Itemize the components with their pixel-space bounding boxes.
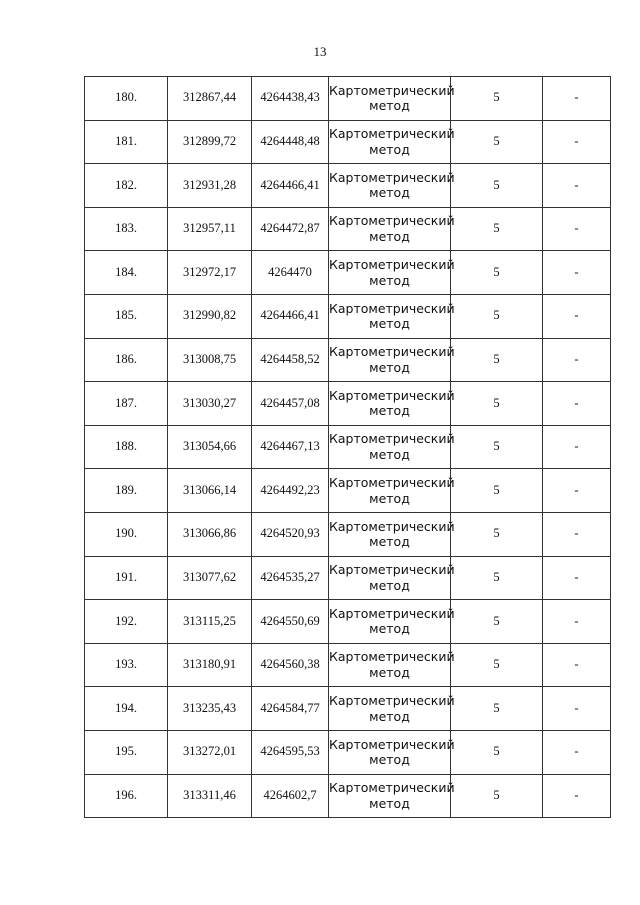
accuracy-cell: 5 (451, 469, 543, 513)
point-number-cell: 184. (85, 251, 168, 295)
point-number-cell: 193. (85, 643, 168, 687)
accuracy-cell: 5 (451, 207, 543, 251)
description-cell: - (543, 251, 611, 295)
method-label-line1: Картометрический (329, 300, 455, 316)
method-label-line1: Картометрический (329, 736, 455, 752)
method-label-line2: метод (369, 490, 410, 506)
table-row (85, 207, 611, 251)
method-cell (329, 382, 455, 426)
point-number-cell: 187. (85, 382, 168, 426)
accuracy-cell: 5 (451, 512, 543, 556)
accuracy-cell: 5 (451, 730, 543, 774)
y-coordinate-cell: 4264470 (252, 251, 329, 295)
point-number-cell: 180. (85, 77, 168, 121)
point-number-cell: 196. (85, 774, 168, 818)
point-number-cell: 190. (85, 512, 168, 556)
page-number: 13 (313, 44, 327, 59)
y-coordinate-cell: 4264560,38 (252, 643, 329, 687)
method-cell (329, 164, 455, 208)
description-cell: - (543, 556, 611, 600)
y-coordinate-cell: 4264535,27 (252, 556, 329, 600)
x-coordinate-cell: 312972,17 (168, 251, 252, 295)
method-label-line2: метод (369, 795, 410, 811)
method-label-line2: метод (369, 272, 410, 288)
method-label-line1: Картометрический (329, 780, 455, 796)
x-coordinate-cell: 313077,62 (168, 556, 252, 600)
table-row (85, 774, 611, 818)
y-coordinate-cell: 4264457,08 (252, 382, 329, 426)
y-coordinate-cell: 4264602,7 (252, 774, 329, 818)
x-coordinate-cell: 313066,14 (168, 469, 252, 513)
accuracy-cell: 5 (451, 774, 543, 818)
accuracy-cell: 5 (451, 687, 543, 731)
method-label-line2: метод (369, 534, 410, 550)
method-label-line2: метод (369, 403, 410, 419)
method-label-line1: Картометрический (329, 431, 455, 447)
method-cell (329, 425, 455, 469)
coordinates-table (84, 76, 611, 818)
y-coordinate-cell: 4264472,87 (252, 207, 329, 251)
method-cell (329, 687, 455, 731)
y-coordinate-cell: 4264595,53 (252, 730, 329, 774)
method-cell (329, 730, 455, 774)
method-cell (329, 338, 455, 382)
method-label-line2: метод (369, 316, 410, 332)
description-cell: - (543, 643, 611, 687)
accuracy-cell: 5 (451, 600, 543, 644)
table-row (85, 730, 611, 774)
method-label-line2: метод (369, 665, 410, 681)
method-label-line2: метод (369, 752, 410, 768)
accuracy-cell: 5 (451, 338, 543, 382)
table-row (85, 643, 611, 687)
table-row (85, 294, 611, 338)
method-label-line1: Картометрический (329, 649, 455, 665)
table-row (85, 120, 611, 164)
table-row (85, 251, 611, 295)
accuracy-cell: 5 (451, 77, 543, 121)
method-label-line1: Картометрический (329, 562, 455, 578)
description-cell: - (543, 730, 611, 774)
y-coordinate-cell: 4264520,93 (252, 512, 329, 556)
description-cell: - (543, 207, 611, 251)
method-cell (329, 600, 455, 644)
table-row (85, 556, 611, 600)
accuracy-cell: 5 (451, 294, 543, 338)
method-label-line2: метод (369, 141, 410, 157)
accuracy-cell: 5 (451, 251, 543, 295)
accuracy-cell: 5 (451, 164, 543, 208)
x-coordinate-cell: 312899,72 (168, 120, 252, 164)
method-label-line1: Картометрический (329, 344, 455, 360)
x-coordinate-cell: 313054,66 (168, 425, 252, 469)
table-row (85, 77, 611, 121)
accuracy-cell: 5 (451, 556, 543, 600)
x-coordinate-cell: 312867,44 (168, 77, 252, 121)
method-label-line1: Картометрический (329, 692, 455, 708)
table-row (85, 382, 611, 426)
method-label-line2: метод (369, 621, 410, 637)
y-coordinate-cell: 4264550,69 (252, 600, 329, 644)
accuracy-cell: 5 (451, 120, 543, 164)
method-label-line2: метод (369, 359, 410, 375)
point-number-cell: 182. (85, 164, 168, 208)
x-coordinate-cell: 313066,86 (168, 512, 252, 556)
accuracy-cell: 5 (451, 382, 543, 426)
method-label-line1: Картометрический (329, 387, 455, 403)
point-number-cell: 186. (85, 338, 168, 382)
description-cell: - (543, 77, 611, 121)
x-coordinate-cell: 312957,11 (168, 207, 252, 251)
description-cell: - (543, 469, 611, 513)
x-coordinate-cell: 313115,25 (168, 600, 252, 644)
method-cell (329, 251, 455, 295)
method-cell (329, 77, 455, 121)
method-label-line1: Картометрический (329, 257, 455, 273)
accuracy-cell: 5 (451, 643, 543, 687)
description-cell: - (543, 294, 611, 338)
method-label-line1: Картометрический (329, 82, 455, 98)
table-row (85, 338, 611, 382)
description-cell: - (543, 687, 611, 731)
method-label-line2: метод (369, 229, 410, 245)
method-label-line1: Картометрический (329, 213, 455, 229)
method-label-line1: Картометрический (329, 475, 455, 491)
x-coordinate-cell: 313311,46 (168, 774, 252, 818)
description-cell: - (543, 774, 611, 818)
table-row (85, 687, 611, 731)
method-label-line1: Картометрический (329, 169, 455, 185)
method-cell (329, 556, 455, 600)
y-coordinate-cell: 4264466,41 (252, 164, 329, 208)
y-coordinate-cell: 4264448,48 (252, 120, 329, 164)
table-row (85, 164, 611, 208)
x-coordinate-cell: 313180,91 (168, 643, 252, 687)
table-row (85, 425, 611, 469)
method-cell (329, 643, 455, 687)
description-cell: - (543, 164, 611, 208)
method-label-line2: метод (369, 447, 410, 463)
description-cell: - (543, 600, 611, 644)
point-number-cell: 181. (85, 120, 168, 164)
description-cell: - (543, 512, 611, 556)
y-coordinate-cell: 4264584,77 (252, 687, 329, 731)
point-number-cell: 183. (85, 207, 168, 251)
description-cell: - (543, 425, 611, 469)
x-coordinate-cell: 312990,82 (168, 294, 252, 338)
method-label-line2: метод (369, 577, 410, 593)
method-label-line1: Картометрический (329, 605, 455, 621)
accuracy-cell: 5 (451, 425, 543, 469)
method-cell (329, 294, 455, 338)
point-number-cell: 191. (85, 556, 168, 600)
y-coordinate-cell: 4264492,23 (252, 469, 329, 513)
x-coordinate-cell: 312931,28 (168, 164, 252, 208)
y-coordinate-cell: 4264466,41 (252, 294, 329, 338)
point-number-cell: 194. (85, 687, 168, 731)
point-number-cell: 189. (85, 469, 168, 513)
point-number-cell: 192. (85, 600, 168, 644)
table-row (85, 600, 611, 644)
method-cell (329, 207, 455, 251)
y-coordinate-cell: 4264438,43 (252, 77, 329, 121)
method-cell (329, 120, 455, 164)
method-label-line1: Картометрический (329, 518, 455, 534)
method-cell (329, 512, 455, 556)
method-label-line2: метод (369, 185, 410, 201)
y-coordinate-cell: 4264458,52 (252, 338, 329, 382)
x-coordinate-cell: 313235,43 (168, 687, 252, 731)
x-coordinate-cell: 313008,75 (168, 338, 252, 382)
method-cell (329, 774, 455, 818)
point-number-cell: 195. (85, 730, 168, 774)
x-coordinate-cell: 313272,01 (168, 730, 252, 774)
point-number-cell: 188. (85, 425, 168, 469)
description-cell: - (543, 120, 611, 164)
table-row (85, 469, 611, 513)
method-cell (329, 469, 455, 513)
method-label-line2: метод (369, 708, 410, 724)
method-label-line2: метод (369, 98, 410, 114)
y-coordinate-cell: 4264467,13 (252, 425, 329, 469)
point-number-cell: 185. (85, 294, 168, 338)
table-row (85, 512, 611, 556)
x-coordinate-cell: 313030,27 (168, 382, 252, 426)
description-cell: - (543, 338, 611, 382)
description-cell: - (543, 382, 611, 426)
method-label-line1: Картометрический (329, 126, 455, 142)
coordinates-table-body (85, 77, 611, 818)
